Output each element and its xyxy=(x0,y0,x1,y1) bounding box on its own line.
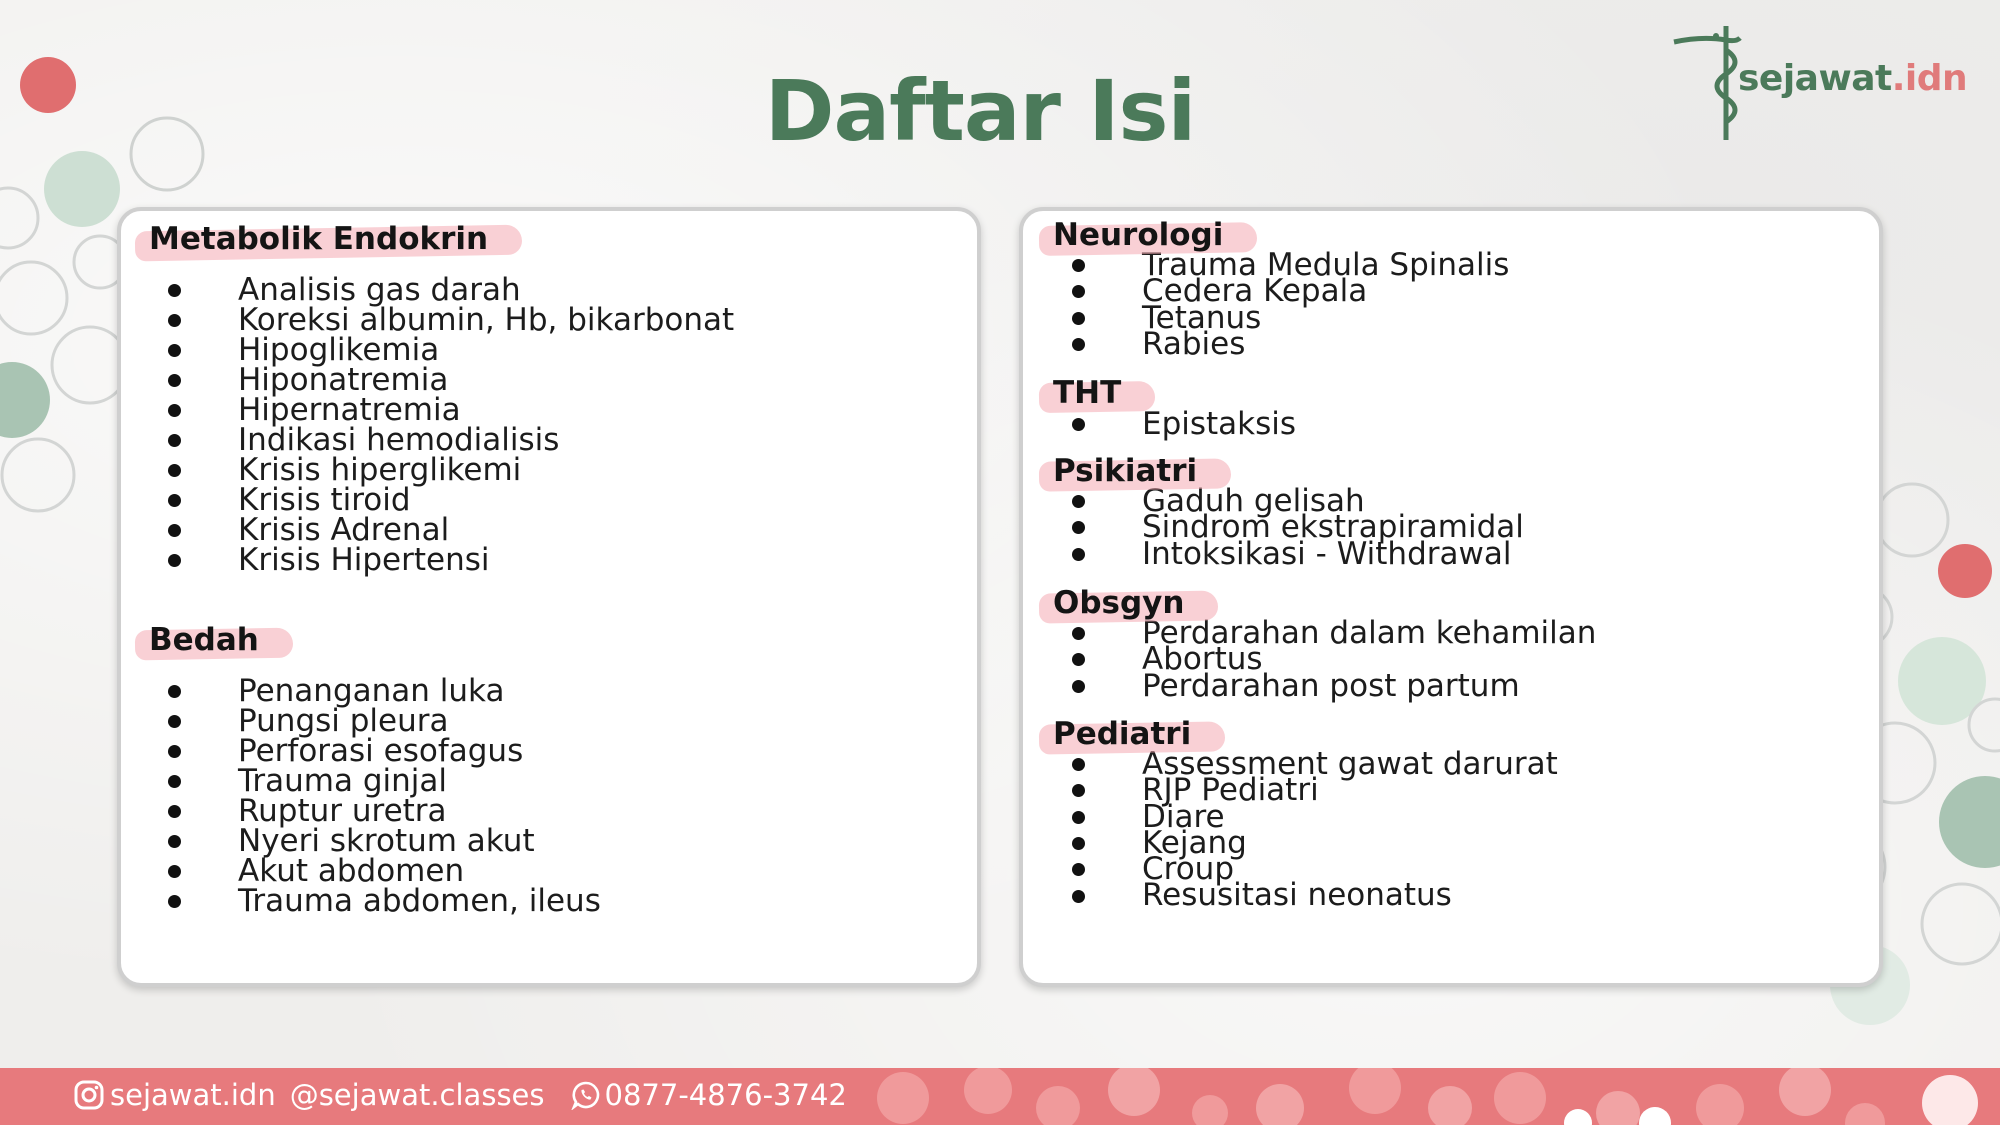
panel-right xyxy=(1019,207,1883,987)
list-item: Rabies xyxy=(1067,331,1509,357)
list-item: Intoksikasi - Withdrawal xyxy=(1067,541,1524,567)
instagram-handle: sejawat.idn xyxy=(110,1078,276,1112)
list-item: Penanganan luka xyxy=(163,676,601,706)
whatsapp-icon xyxy=(571,1080,601,1110)
list-item: Sindrom ekstrapiramidal xyxy=(1067,514,1524,540)
list-item: Croup xyxy=(1067,856,1558,882)
list-item: Diare xyxy=(1067,804,1558,830)
list-item: Resusitasi neonatus xyxy=(1067,882,1558,908)
section-list xyxy=(1067,406,1297,442)
list-item: Krisis tiroid xyxy=(163,485,734,515)
instagram-icon xyxy=(74,1080,104,1110)
list-item: Abortus xyxy=(1067,646,1596,672)
list-item: Pungsi pleura xyxy=(163,706,601,736)
section-heading: Obsgyn xyxy=(1053,585,1185,621)
section-heading: THT xyxy=(1053,375,1122,411)
list-item: Akut abdomen xyxy=(163,856,601,886)
caduceus-icon xyxy=(1672,22,1742,147)
list-item: Hipernatremia xyxy=(163,395,734,425)
list-item: Krisis Adrenal xyxy=(163,515,734,545)
brand-logo xyxy=(1672,22,1968,147)
section-list xyxy=(163,673,601,919)
list-item: Krisis hiperglikemi xyxy=(163,455,734,485)
list-item: Ruptur uretra xyxy=(163,796,601,826)
list-item: Nyeri skrotum akut xyxy=(163,826,601,856)
list-item: Indikasi hemodialisis xyxy=(163,425,734,455)
list-item: Hiponatremia xyxy=(163,365,734,395)
section-heading: Bedah xyxy=(149,622,259,658)
list-item: Kejang xyxy=(1067,830,1558,856)
section-list xyxy=(1067,247,1510,362)
list-item: Trauma ginjal xyxy=(163,766,601,796)
section-heading: Psikiatri xyxy=(1053,453,1198,489)
instagram-handle-classes: @sejawat.classes xyxy=(289,1078,545,1112)
list-item: Epistaksis xyxy=(1067,411,1296,437)
list-item: Analisis gas darah xyxy=(163,275,734,305)
section-heading: Pediatri xyxy=(1053,716,1192,752)
list-item: Perforasi esofagus xyxy=(163,736,601,766)
panel-left xyxy=(117,207,981,987)
section-heading: Neurologi xyxy=(1053,217,1224,253)
list-item: Perdarahan dalam kehamilan xyxy=(1067,620,1596,646)
list-item: RJP Pediatri xyxy=(1067,777,1558,803)
list-item: Assessment gawat darurat xyxy=(1067,751,1558,777)
footer-bar xyxy=(0,1068,2000,1125)
section-list xyxy=(163,272,735,578)
list-item: Hipoglikemia xyxy=(163,335,734,365)
logo-wordmark: sejawat.idn xyxy=(1738,58,1968,99)
section-list xyxy=(1067,746,1558,914)
list-item: Tetanus xyxy=(1067,305,1509,331)
list-item: Cedera Kepala xyxy=(1067,278,1509,304)
page-title: Daftar Isi xyxy=(764,62,1196,160)
list-item: Koreksi albumin, Hb, bikarbonat xyxy=(163,305,734,335)
section-heading: Metabolik Endokrin xyxy=(149,221,489,257)
list-item: Gaduh gelisah xyxy=(1067,488,1524,514)
whatsapp-number: 0877-4876-3742 xyxy=(604,1078,847,1112)
list-item: Perdarahan post partum xyxy=(1067,673,1596,699)
list-item: Krisis Hipertensi xyxy=(163,545,734,575)
list-item: Trauma Medula Spinalis xyxy=(1067,252,1509,278)
list-item: Trauma abdomen, ileus xyxy=(163,886,601,916)
section-list xyxy=(1067,615,1597,704)
footer-contacts xyxy=(74,1078,847,1112)
section-list xyxy=(1067,483,1524,572)
